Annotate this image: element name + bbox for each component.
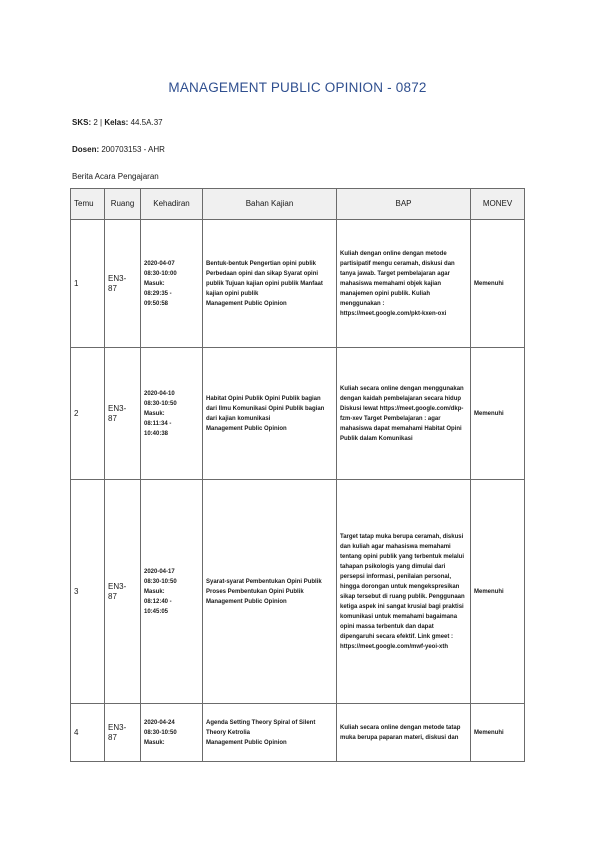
temu-cell: 3	[71, 480, 105, 704]
kehadiran-cell: 2020-04-10 08:30-10:50 Masuk: 08:11:34 - 10:40:38	[141, 348, 203, 480]
kelas-label: Kelas:	[104, 118, 131, 127]
header-monev: MONEV	[471, 189, 525, 220]
bap-cell: Target tatap muka berupa ceramah, diskusi dan kuliah agar mahasiswa memahami tentang opini publik yang terbentuk melalui tahapan psikologis yang dimulai dari persepsi informasi, penilaian personal, hingga dorongan untuk mengekspresikan sikap tersebut di ruang publik. Penggunaan ketiga aspek ini sangat krusial bagi praktisi komunikasi untuk memahami bagaimana opini massa terbentuk dan dapat dipengaruhi secara efektif. Link gmeet : https://meet.google.com/mwf-yeoi-xth	[337, 480, 471, 704]
monev-cell: Memenuhi	[471, 704, 525, 762]
kehadiran-cell: 2020-04-17 08:30-10:50 Masuk: 08:12:40 - 10:45:05	[141, 480, 203, 704]
meta-separator: |	[97, 118, 105, 127]
dosen-label: Dosen:	[72, 145, 102, 154]
teaching-record-table	[70, 188, 525, 762]
section-title: Berita Acara Pengajaran	[72, 172, 159, 181]
bahan-kajian-cell: Habitat Opini Publik Opini Publik bagian dari Ilmu Komunikasi Opini Publik bagian dari kajian komunikasi Management Public Opinion	[203, 348, 337, 480]
bahan-kajian-cell: Syarat-syarat Pembentukan Opini Publik Proses Pembentukan Opini Publik Management Public Opinion	[203, 480, 337, 704]
kelas-value: 44.5A.37	[130, 118, 163, 127]
dosen-value: 200703153 - AHR	[101, 145, 165, 154]
temu-cell: 2	[71, 348, 105, 480]
bahan-kajian-cell: Agenda Setting Theory Spiral of Silent Theory Ketrolia Management Public Opinion	[203, 704, 337, 762]
header-temu: Temu	[71, 189, 105, 220]
table-row	[71, 220, 525, 348]
sks-label: SKS:	[72, 118, 94, 127]
bap-cell: Kuliah dengan online dengan metode partisipatif mengu ceramah, diskusi dan tanya jawab. Target pembelajaran agar mahasiswa memahami objek kajian manajemen opini publik. Kuliah menggunakan : https://meet.google.com/pkt-kxen-oxi	[337, 220, 471, 348]
header-kehadiran: Kehadiran	[141, 189, 203, 220]
ruang-cell: EN3- 87	[105, 348, 141, 480]
header-bahan-kajian: Bahan Kajian	[203, 189, 337, 220]
sks-value: 2	[93, 118, 98, 127]
monev-cell: Memenuhi	[471, 348, 525, 480]
monev-cell: Memenuhi	[471, 220, 525, 348]
ruang-cell: EN3- 87	[105, 704, 141, 762]
table-row	[71, 480, 525, 704]
temu-cell: 1	[71, 220, 105, 348]
table-header-row	[71, 189, 525, 220]
kehadiran-cell: 2020-04-24 08:30-10:50 Masuk:	[141, 704, 203, 762]
course-meta	[72, 118, 163, 127]
ruang-cell: EN3- 87	[105, 220, 141, 348]
monev-cell: Memenuhi	[471, 480, 525, 704]
temu-cell: 4	[71, 704, 105, 762]
header-bap: BAP	[337, 189, 471, 220]
ruang-cell: EN3- 87	[105, 480, 141, 704]
bahan-kajian-cell: Bentuk-bentuk Pengertian opini publik Perbedaan opini dan sikap Syarat opini publik Tujuan kajian opini publik Manfaat kajian opini publik Management Public Opinion	[203, 220, 337, 348]
kehadiran-cell: 2020-04-07 08:30-10:00 Masuk: 08:29:35 - 09:50:58	[141, 220, 203, 348]
table-row	[71, 704, 525, 762]
bap-cell: Kuliah secara online dengan menggunakan dengan kaidah pembelajaran secara hidup Diskusi lewat https://meet.google.com/dkp-fzm-xev Target Pembelajaran : agar mahasiswa dapat memahami Habitat Opini Publik dalam Komunikasi	[337, 348, 471, 480]
document-title: MANAGEMENT PUBLIC OPINION - 0872	[168, 80, 427, 95]
header-ruang: Ruang	[105, 189, 141, 220]
bap-cell: Kuliah secara online dengan metode tatap muka berupa paparan materi, diskusi dan	[337, 704, 471, 762]
table-row	[71, 348, 525, 480]
lecturer-meta	[72, 145, 165, 154]
